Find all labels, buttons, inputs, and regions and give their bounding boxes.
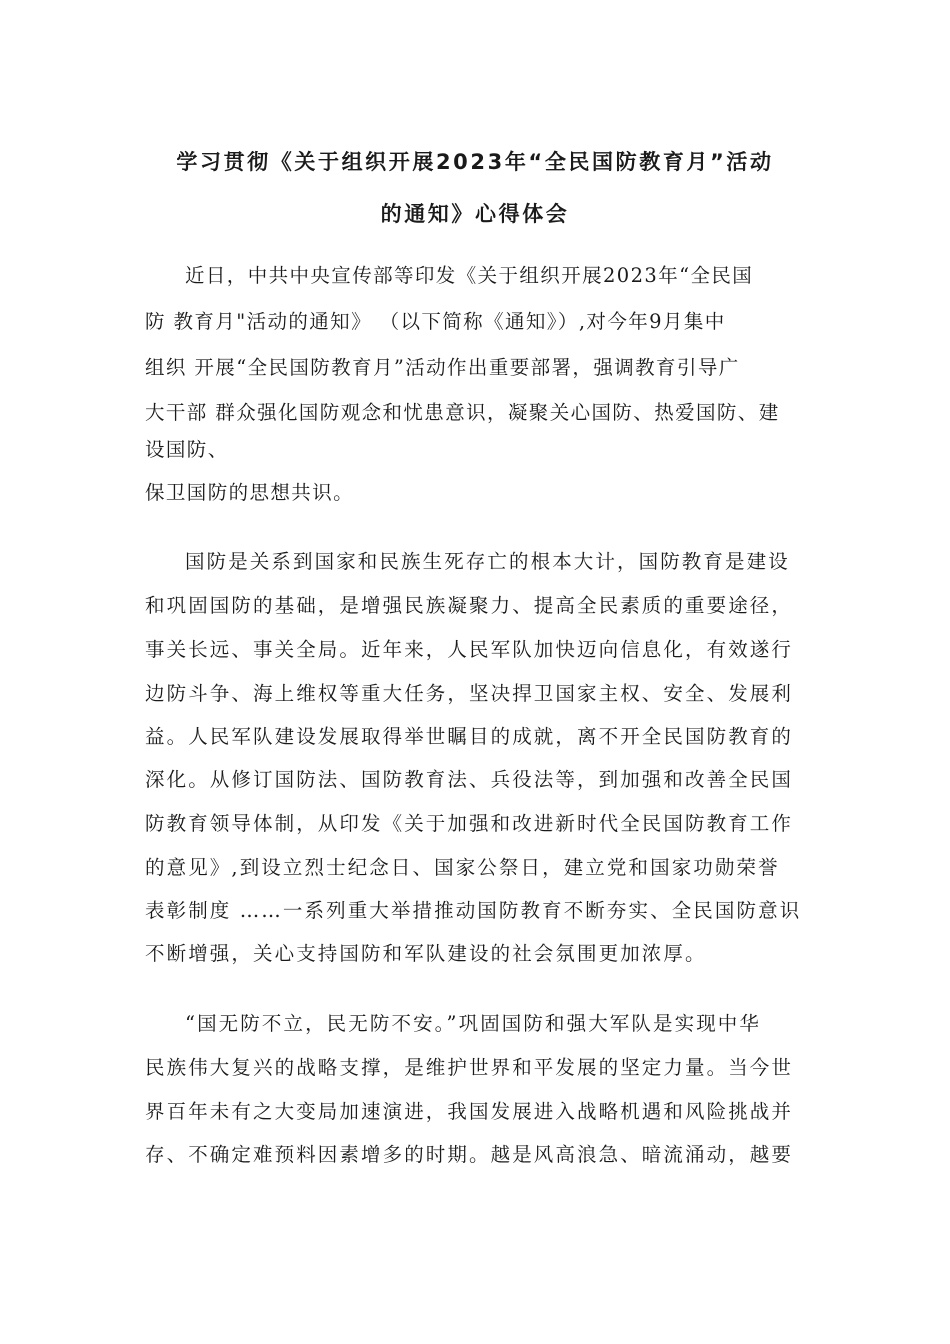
paragraph-3-line: 存、不确定难预料因素增多的时期。越是风高浪急、暗流涌动，越要 xyxy=(145,1143,794,1166)
paragraph-2-line: 深化。从修订国防法、国防教育法、兵役法等，到加强和改善全民国 xyxy=(145,768,794,791)
paragraph-3-line: 民族伟大复兴的战略支撑，是维护世界和平发展的坚定力量。当今世 xyxy=(145,1056,794,1079)
paragraph-3-line: “国无防不立，民无防不安。”巩固国防和强大军队是实现中华 xyxy=(185,1012,761,1035)
paragraph-1-line: 防 教育月"活动的通知》 （以下简称《通知》）,对今年9月集中 xyxy=(145,310,726,333)
paragraph-2-line: 事关长远、事关全局。近年来，人民军队加快迈向信息化，有效遂行 xyxy=(145,638,794,661)
paragraph-1-line: 设国防、 xyxy=(145,438,229,461)
paragraph-1-line: 保卫国防的思想共识。 xyxy=(145,481,355,504)
document-title-line-2: 的通知》心得体会 xyxy=(380,202,570,226)
paragraph-2-line: 益。人民军队建设发展取得举世瞩目的成就，离不开全民国防教育的 xyxy=(145,725,794,748)
paragraph-1-line: 组织 开展“全民国防教育月”活动作出重要部署，强调教育引导广 xyxy=(145,356,740,379)
paragraph-2-line: 和巩固国防的基础，是增强民族凝聚力、提高全民素质的重要途径， xyxy=(145,594,794,617)
document-title-line-1: 学习贯彻《关于组织开展2023年“全民国防教育月”活动 xyxy=(176,150,774,174)
paragraph-1-line: 大干部 群众强化国防观念和忧患意识，凝聚关心国防、热爱国防、建 xyxy=(145,401,780,424)
paragraph-2-line: 不断增强，关心支持国防和军队建设的社会氛围更加浓厚。 xyxy=(145,942,707,965)
paragraph-2-line: 防教育领导体制，从印发《关于加强和改进新时代全民国防教育工作 xyxy=(145,812,794,835)
paragraph-3-line: 界百年未有之大变局加速演进，我国发展进入战略机遇和风险挑战并 xyxy=(145,1100,794,1123)
paragraph-2-line: 国防是关系到国家和民族生死存亡的根本大计，国防教育是建设 xyxy=(185,550,790,573)
paragraph-2-line: 的意见》,到设立烈士纪念日、国家公祭日，建立党和国家功勋荣誉 xyxy=(145,856,780,879)
paragraph-2-line: 边防斗争、海上维权等重大任务，坚决捍卫国家主权、安全、发展利 xyxy=(145,682,794,705)
paragraph-1-line: 近日，中共中央宣传部等印发《关于组织开展2023年“全民国 xyxy=(185,264,754,287)
paragraph-2-line: 表彰制度 ……一系列重大举措推动国防教育不断夯实、全民国防意识 xyxy=(145,899,802,922)
